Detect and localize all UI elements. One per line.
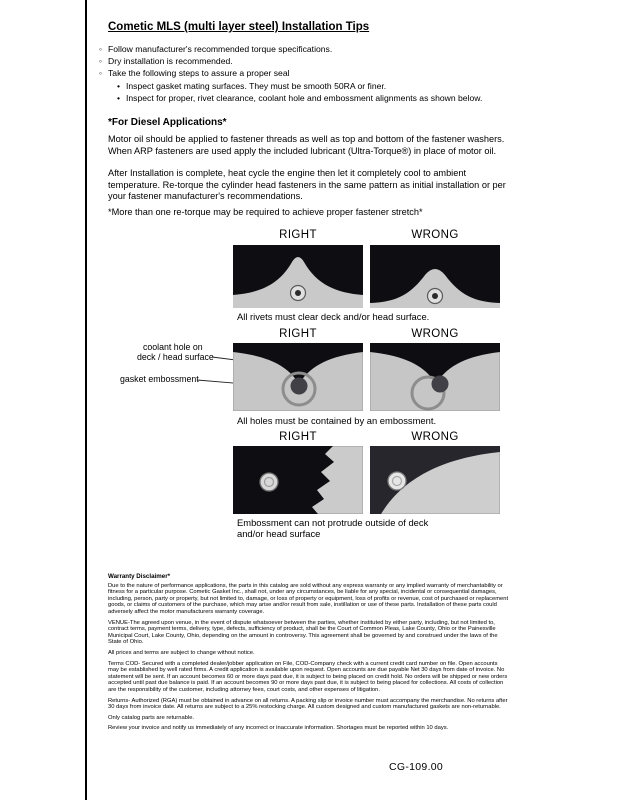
circle-bullet-marker: ◦ [99,44,103,54]
bullet-text: Follow manufacturer's recommended torque specifications. [108,44,333,54]
diesel-paragraph-motor-oil: Motor oil should be applied to fastener threads as well as top and bottom of the fastener washers. When ARP fasteners are used apply the included lubricant (Ultra-Torque®) in place of motor oil. [108,134,505,156]
bullet-text: Take the following steps to assure a proper seal [108,68,290,78]
diesel-applications-heading: *For Diesel Applications* [108,117,227,128]
coolant-hole [291,378,308,395]
sub-bullet-text: Inspect gasket mating surfaces. They must be smooth 50RA or finer. [126,81,387,91]
coolant-hole [432,376,449,393]
right-column-header-row1: RIGHT [279,229,317,241]
embossment-protrusion-right-diagram [233,446,363,514]
hole-embossment-right-diagram [233,343,363,411]
wrong-column-header-row1: WRONG [411,229,459,241]
dot-bullet-marker: • [117,93,121,103]
left-border-rule [85,0,87,800]
page-title: Cometic MLS (multi layer steel) Installation Tips [108,21,370,33]
diagram-caption-protrusion: Embossment can not protrude outside of deck and/or head surface [237,517,429,539]
coolant-hole-label-line2: deck / head surface [137,352,214,362]
warranty-paragraph-venue: VENUE-The agreed upon venue, in the event of dispute whatsoever between the parties, whether instituted by either party, including, but not limited to, contract terms, payment terms, delivery, type, defects, sufficiency of product, shall be the Court of Common Pleas, Lake County, Ohio or the Painesville Municipal Court, Lake County, Ohio, depending on the amount in controversy. This agreement shall be governed by and construed under the laws of the State of Ohio. [108,619,498,646]
hole-embossment-wrong-diagram [370,343,500,411]
rivet-center [432,293,438,299]
sub-bullet-text: Inspect for proper, rivet clearance, coolant hole and embossment alignments as shown below. [126,93,483,103]
gasket-embossment-label: gasket embossment [120,374,199,384]
wrong-column-header-row2: WRONG [411,328,459,340]
page-code: CG-109.00 [389,761,444,773]
rivet-center [295,290,301,296]
retorque-note: *More than one re-torque may be required to achieve proper fastener stretch* [108,207,423,217]
warranty-section [108,574,510,736]
sub-bullet-item-mating-surfaces [117,81,386,91]
dot-bullet-marker: • [117,81,121,91]
bullet-item-proper-seal [99,68,290,78]
coolant-hole-label-line1: coolant hole on [143,342,203,352]
right-column-header-row2: RIGHT [279,328,317,340]
circle-bullet-marker: ◦ [99,56,103,66]
rivet-clearance-right-diagram [233,245,363,308]
warranty-paragraph-returns: Returns- Authorized (RGA) must be obtained in advance on all returns. A packing slip or invoice number must accompany the merchandise. No returns after 30 days from invoice date. All returns are subject to a 25% restocking charge. All custom designed and custom manufactured gaskets are non-returnable. [108,697,508,711]
wrong-column-header-row3: WRONG [411,431,459,443]
embossment-protrusion-wrong-diagram [370,446,500,514]
warranty-heading: Warranty Disclaimer* [108,573,171,580]
embossment-outer [388,472,406,490]
warranty-paragraph-disclaimer: Due to the nature of performance applications, the parts in this catalog are sold without any express warranty or any implied warranty of merchantability or fitness for a particular purpose. Cometic Gasket Inc., shall not, under any circumstances, be liable for any special, incidental or consequential damages, including, person, party or property, but not limited to, damage, or loss of property or equipment, loss of profits or revenue, cost of purchased or replacement goods, or claims of customers of the purchase, which may arise and/or result from sale, instillation or use of these parts. Installation of these parts could adversely affect the motor manufacturers warranty coverage. [108,582,509,615]
rivet-clearance-wrong-diagram [370,245,500,308]
sub-bullet-item-alignments [117,93,482,103]
warranty-paragraph-catalog: Only catalog parts are returnable. [108,714,195,721]
circle-bullet-marker: ◦ [99,68,103,78]
bullet-item-torque [99,44,332,54]
bullet-item-dry-install [99,56,233,66]
diesel-paragraph-heat-cycle: After Installation is complete, heat cycle the engine then let it completely cool to ambient temperature. Re-torque the cylinder head fasteners in the same pattern as initial installation or per your fastener manufacturer's recommendations. [108,168,506,202]
right-column-header-row3: RIGHT [279,431,317,443]
warranty-paragraph-review: Review your invoice and notify us immediately of any incorrect or inaccurate information. Shortages must be reported within 10 days. [108,725,449,732]
diagram-caption-rivets: All rivets must clear deck and/or head surface. [237,311,430,322]
diagram-caption-holes: All holes must be contained by an embossment. [237,415,437,426]
embossment-outer [260,473,278,491]
warranty-paragraph-terms: Terms COD- Secured with a completed dealer/jobber application on File, COD-Company check with a current credit card number on file. Open accounts may be established by well rated firms. A credit application is available upon request. Open accounts are due payable Net 30 days from date of invoice. No statement will be sent. If an account becomes 60 or more days past due, it is subject to being placed on credit hold. No orders will be shipped or new orders accepted until past due balance is paid. If an account becomes 90 or more days past due, it is subject to being placed for collections. All costs of collection are the responsibility of the customer, including attorney fees, court costs, and other expenses of litigation. [108,660,508,693]
warranty-paragraph-prices: All prices and terms are subject to change without notice. [108,649,255,656]
bullet-text: Dry installation is recommended. [108,56,233,66]
